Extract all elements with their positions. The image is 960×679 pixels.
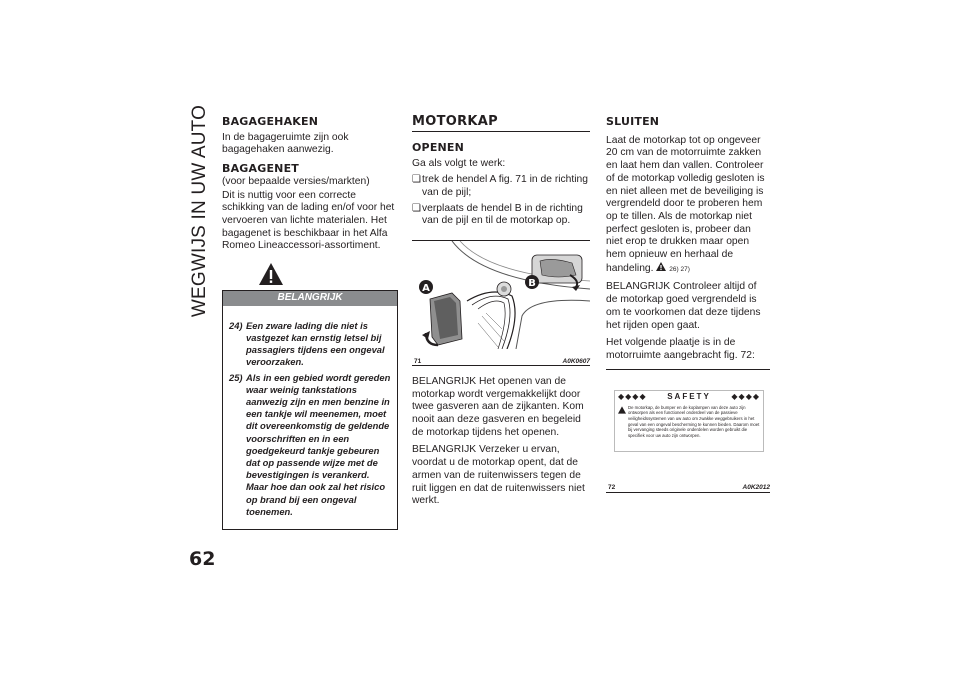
hood-release-illustration <box>412 241 590 349</box>
sluiten-note: BELANGRIJK Controleer altijd of de motorkap goed vergrendeld is om te voorkomen dat deze tijdens het rijden open gaat. <box>606 281 761 331</box>
bagagenet-heading: BAGAGENET <box>222 162 300 176</box>
warning-number: 24) <box>229 319 243 331</box>
warning-number: 25) <box>229 371 243 383</box>
safety-label-text: De motorkap, de bumper en de koplampen van deze auto zijn ontworpen als een functioneel onderdeel van de passieve veiligheidssystemen van uw auto om zwakke weggebruikers in het geval van een ongeval bescherming te kunnen bieden. Daarom moet bij vervanging steeds originele onderdelen worden gebruikt die specifiek voor uw auto zijn ontworpen. <box>628 404 760 439</box>
openen-note-2: BELANGRIJK Verzeker u ervan, voordat u de motorkap opent, dat de armen van de ruitenwissers tegen de ruit liggen en dat de ruitenwissers niet werkt. <box>412 444 585 507</box>
figure-71 <box>412 240 590 366</box>
label-a-text: A <box>422 282 430 294</box>
column-left <box>222 116 398 530</box>
section-side-title <box>185 104 215 318</box>
figure-code: A0K0607 <box>562 357 590 365</box>
safety-label-header <box>615 391 763 404</box>
warning-item <box>229 320 391 369</box>
warning-body <box>223 306 397 529</box>
bagagehaken-heading: BAGAGEHAKEN <box>222 115 319 128</box>
warning-title: BELANGRIJK <box>223 291 397 306</box>
warning-triangle-icon <box>618 406 626 414</box>
safety-label <box>614 390 764 452</box>
figure-caption <box>412 354 590 369</box>
sluiten-heading: SLUITEN <box>606 115 660 128</box>
bagagenet-subtitle: (voor bepaalde versies/markten) <box>222 175 370 187</box>
checkbox-bullet-icon: ❏ <box>412 174 421 186</box>
motorkap-heading: MOTORKAP <box>412 116 590 132</box>
safety-label-body <box>615 404 763 440</box>
sluiten-text: Laat de motorkap tot op ongeveer 20 cm van de motorruimte zakken en laat hem dan vallen. Controleer of de motorkap volledig gesloten is en niet alleen met de beveiliging is vergrendeld door te proberen hem op te tillen. Als de motorkap niet perfect gesloten is, probeer dan niet erop te drukken maar open hem opnieuw en herhaal de handeling. <box>606 134 765 274</box>
openen-heading: OPENEN <box>412 140 465 154</box>
page-number: 62 <box>189 548 216 570</box>
list-item-text: verplaats de hendel B in de richting van de pijl en til de motorkap op. <box>422 202 583 227</box>
column-right <box>606 116 770 493</box>
warning-text: Als in een gebied wordt gereden waar weinig tankstations aanwezig zijn en men benzine in een tankje wil meenemen, moet dit overeenkomstig de geldende voorschriften en in een goedgekeurd tankje gebeuren dat op passende wijze met de bevestigingen is verankerd. Maar hoe dan ook zal het risico op brand bij een ongeval toenemen. <box>246 371 391 517</box>
warning-references: 26) 27) <box>669 265 690 273</box>
warning-triangle-icon <box>258 261 284 287</box>
openen-note-1: BELANGRIJK Het openen van de motorkap wordt vergemakkelijkt door twee gasveren aan de zijkanten. Kom nooit aan deze gasveren en begeleid de motorkap tijdens het openen. <box>412 375 584 438</box>
figure-number: 72 <box>608 483 616 491</box>
diamond-pattern-icon: ◆◆◆◆ <box>618 391 647 401</box>
side-title-text: WEGWIJS IN UW AUTO <box>189 104 210 318</box>
warning-text: Een zware lading die niet is vastgezet kan ernstig letsel bij passagiers tijdens een ongeval veroorzaken. <box>246 319 385 368</box>
figure-code: A0K2012 <box>742 483 770 491</box>
label-b-text: B <box>528 277 536 289</box>
warning-reference-icon <box>656 262 666 271</box>
bagagenet-text: Dit is nuttig voor een correcte schikking van de lading en/of voor het vervoeren van lichte materialen. Het bagagenet is beschikbaar in het Alfa Romeo Lineaccessori-assortiment. <box>222 189 395 252</box>
list-item <box>412 203 590 228</box>
diamond-pattern-icon: ◆◆◆◆ <box>731 391 760 401</box>
figure-caption <box>606 480 770 495</box>
list-item-text: trek de hendel A fig. 71 in de richting van de pijl; <box>422 174 589 198</box>
list-item <box>412 174 590 199</box>
figure-number: 71 <box>414 357 422 365</box>
column-middle <box>412 116 590 513</box>
openen-intro: Ga als volgt te werk: <box>412 158 506 170</box>
warning-item <box>229 372 391 518</box>
safety-word: SAFETY <box>667 391 711 401</box>
checkbox-bullet-icon: ❏ <box>412 202 421 214</box>
figure-72 <box>606 369 770 493</box>
bagagehaken-text: In de bagageruimte zijn ook bagagehaken aanwezig. <box>222 131 349 156</box>
label-intro: Het volgende plaatje is in de motorruimte aangebracht fig. 72: <box>606 337 755 361</box>
warning-box <box>222 290 398 530</box>
